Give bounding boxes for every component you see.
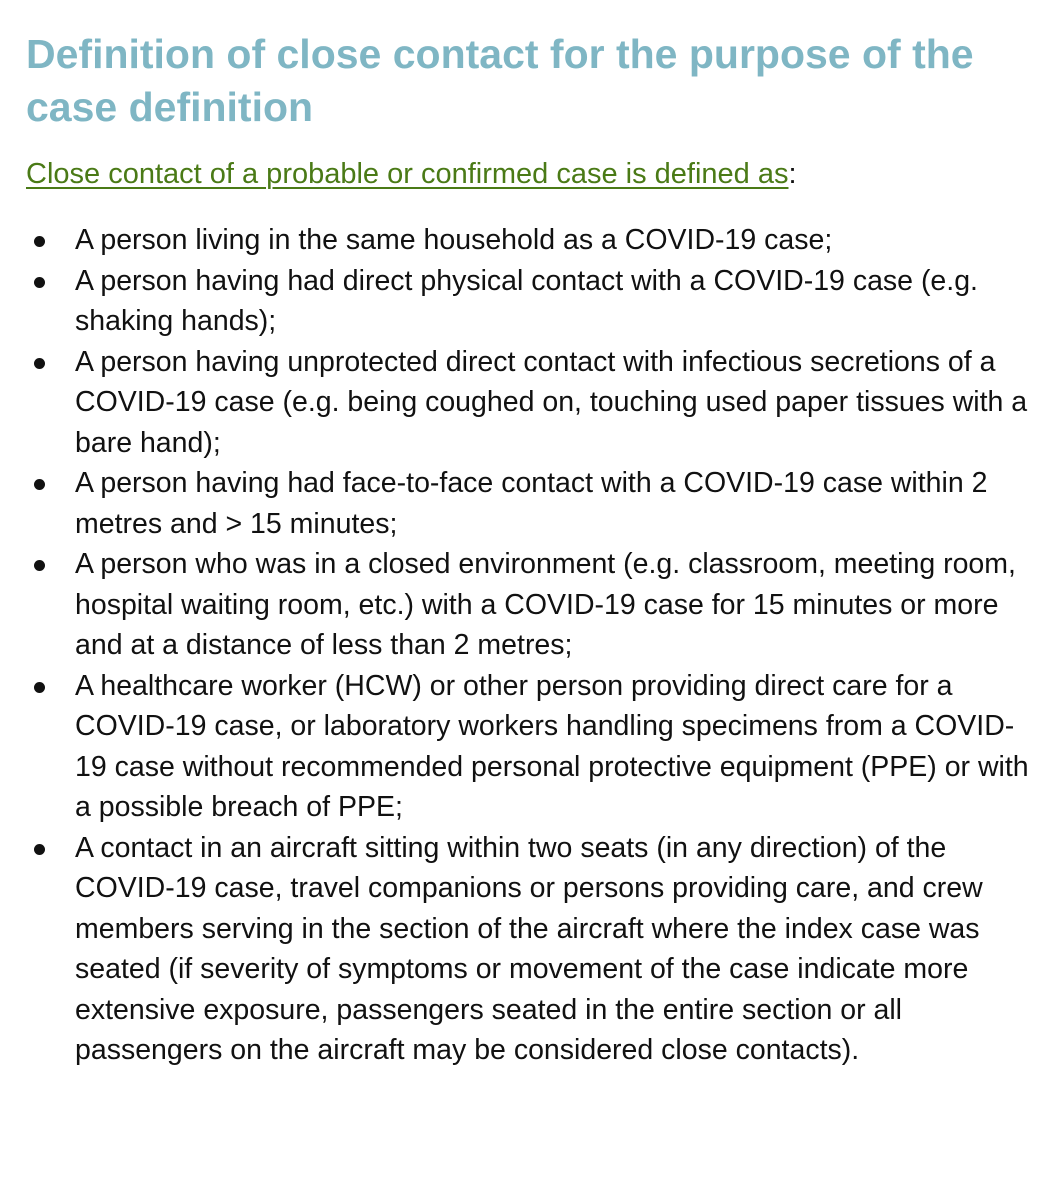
section-heading: Definition of close contact for the purpose of the case definition: [26, 31, 974, 130]
list-item: [26, 220, 1030, 261]
list-item: [26, 342, 1030, 464]
list-item: [26, 544, 1030, 666]
bullet-icon: [34, 277, 45, 288]
list-item: [26, 828, 1030, 1071]
list-item-text: A person living in the same household as a COVID-19 case;: [75, 224, 833, 256]
list-item-text: A contact in an aircraft sitting within two seats (in any direction) of the COVID-19 case, travel companions or persons providing care, and crew members serving in the section of the aircraft where the index case was seated (if severity of symptoms or movement of the case indicate more extensive exposure, passengers seated in the entire section or all passengers on the aircraft may be considered close contacts).: [75, 831, 983, 1066]
bullet-icon: [34, 560, 45, 571]
bullet-icon: [34, 479, 45, 490]
list-item: [26, 666, 1030, 828]
intro-paragraph: [26, 154, 1030, 194]
list-item: [26, 261, 1030, 342]
list-item-text: A person who was in a closed environment (e.g. classroom, meeting room, hospital waiting room, etc.) with a COVID-19 case for 15 minutes or more and at a distance of less than 2 metres;: [75, 548, 1016, 661]
bullet-icon: [34, 844, 45, 855]
list-item-text: A healthcare worker (HCW) or other person providing direct care for a COVID-19 case, or laboratory workers handling specimens from a COVID-19 case without recommended personal protective equipment (PPE) or with a possible breach of PPE;: [75, 669, 1029, 823]
bullet-icon: [34, 682, 45, 693]
intro-colon: :: [788, 158, 797, 190]
list-item-text: A person having had direct physical contact with a COVID-19 case (e.g. shaking hands);: [75, 264, 978, 337]
bullet-icon: [34, 358, 45, 369]
list-item: [26, 463, 1030, 544]
list-item-text: A person having had face-to-face contact with a COVID-19 case within 2 metres and > 15 minutes;: [75, 467, 988, 540]
bullet-icon: [34, 236, 45, 247]
close-contact-list: [26, 220, 1030, 1071]
close-contact-definition-link[interactable]: Close contact of a probable or confirmed case is defined as: [26, 158, 789, 190]
list-item-text: A person having unprotected direct contact with infectious secretions of a COVID-19 case (e.g. being coughed on, touching used paper tissues with a bare hand);: [75, 345, 1028, 459]
